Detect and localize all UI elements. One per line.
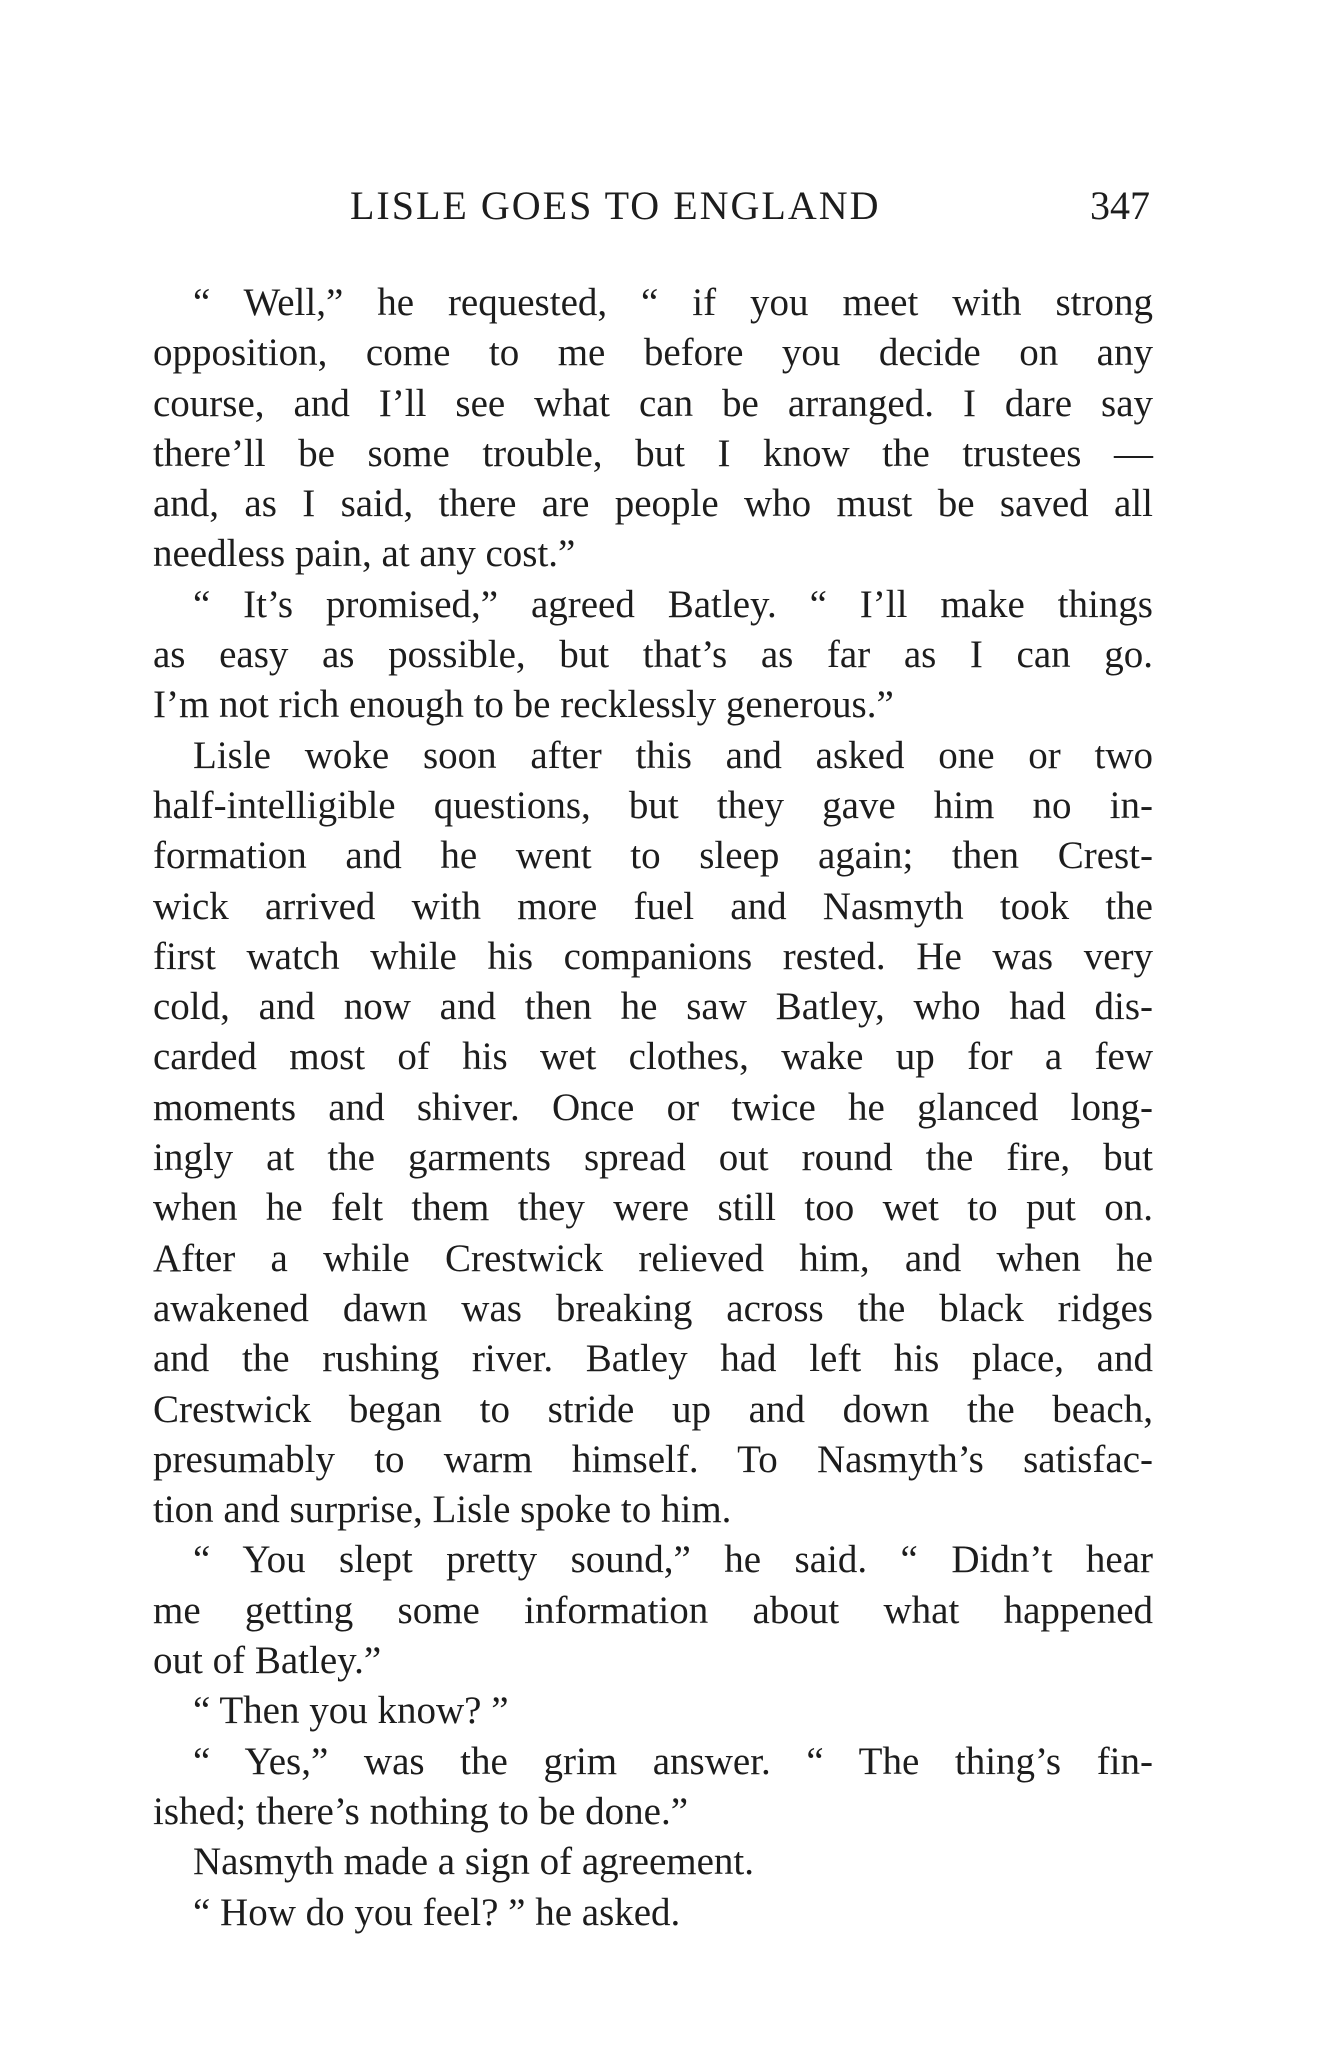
text-line: presumably to warm himself. To Nasmyth’s satisfac- bbox=[153, 1437, 1153, 1481]
text-line: ished; there’s nothing to be done.” bbox=[153, 1789, 689, 1833]
text-line: first watch while his companions rested. He was very bbox=[153, 934, 1153, 978]
text-line: opposition, come to me before you decide on any bbox=[153, 331, 1153, 375]
text-line: wick arrived with more fuel and Nasmyth took the bbox=[153, 884, 1153, 928]
text-line: “ Yes,” was the grim answer. “ The thing’s fin- bbox=[193, 1739, 1153, 1783]
text-line: out of Batley.” bbox=[153, 1639, 382, 1683]
text-line: tion and surprise, Lisle spoke to him. bbox=[153, 1488, 732, 1532]
text-line: course, and I’ll see what can be arranged. I dare say bbox=[153, 381, 1153, 425]
text-line: when he felt them they were still too wet to put on. bbox=[153, 1186, 1153, 1230]
text-line: formation and he went to sleep again; then Crest- bbox=[153, 834, 1153, 878]
running-head bbox=[150, 182, 1150, 242]
text-line: I’m not rich enough to be recklessly generous.” bbox=[153, 683, 894, 727]
text-line: needless pain, at any cost.” bbox=[153, 532, 576, 576]
text-line: “ Well,” he requested, “ if you meet with strong bbox=[193, 281, 1153, 324]
text-line: Crestwick began to stride up and down the beach, bbox=[153, 1387, 1153, 1431]
text-line: ingly at the garments spread out round the fire, but bbox=[153, 1136, 1153, 1180]
page-number: 347 bbox=[1090, 183, 1150, 228]
text-line: as easy as possible, but that’s as far as I can go. bbox=[153, 633, 1153, 677]
running-title: LISLE GOES TO ENGLAND bbox=[350, 183, 881, 228]
text-line: awakened dawn was breaking across the black ridges bbox=[153, 1286, 1153, 1330]
text-line: “ Then you know? ” bbox=[193, 1689, 509, 1733]
text-line: and the rushing river. Batley had left his place, and bbox=[153, 1337, 1153, 1381]
text-line: moments and shiver. Once or twice he glanced long- bbox=[153, 1085, 1153, 1129]
text-line: there’ll be some trouble, but I know the trustees — bbox=[153, 431, 1153, 475]
text-line: “ How do you feel? ” he asked. bbox=[193, 1890, 681, 1934]
text-line: cold, and now and then he saw Batley, who had dis- bbox=[153, 985, 1153, 1029]
text-line: half-intelligible questions, but they gave him no in- bbox=[153, 783, 1153, 827]
text-line: and, as I said, there are people who must be saved all bbox=[153, 482, 1153, 526]
text-line: Lisle woke soon after this and asked one or two bbox=[193, 733, 1153, 777]
body-text bbox=[153, 278, 1153, 1938]
text-line: Nasmyth made a sign of agreement. bbox=[193, 1840, 754, 1884]
text-line: carded most of his wet clothes, wake up for a few bbox=[153, 1035, 1153, 1079]
text-line: “ You slept pretty sound,” he said. “ Didn’t hear bbox=[193, 1538, 1153, 1582]
text-line: “ It’s promised,” agreed Batley. “ I’ll make things bbox=[193, 582, 1153, 626]
text-line: After a while Crestwick relieved him, and when he bbox=[153, 1236, 1153, 1280]
text-line: me getting some information about what happened bbox=[153, 1588, 1153, 1632]
